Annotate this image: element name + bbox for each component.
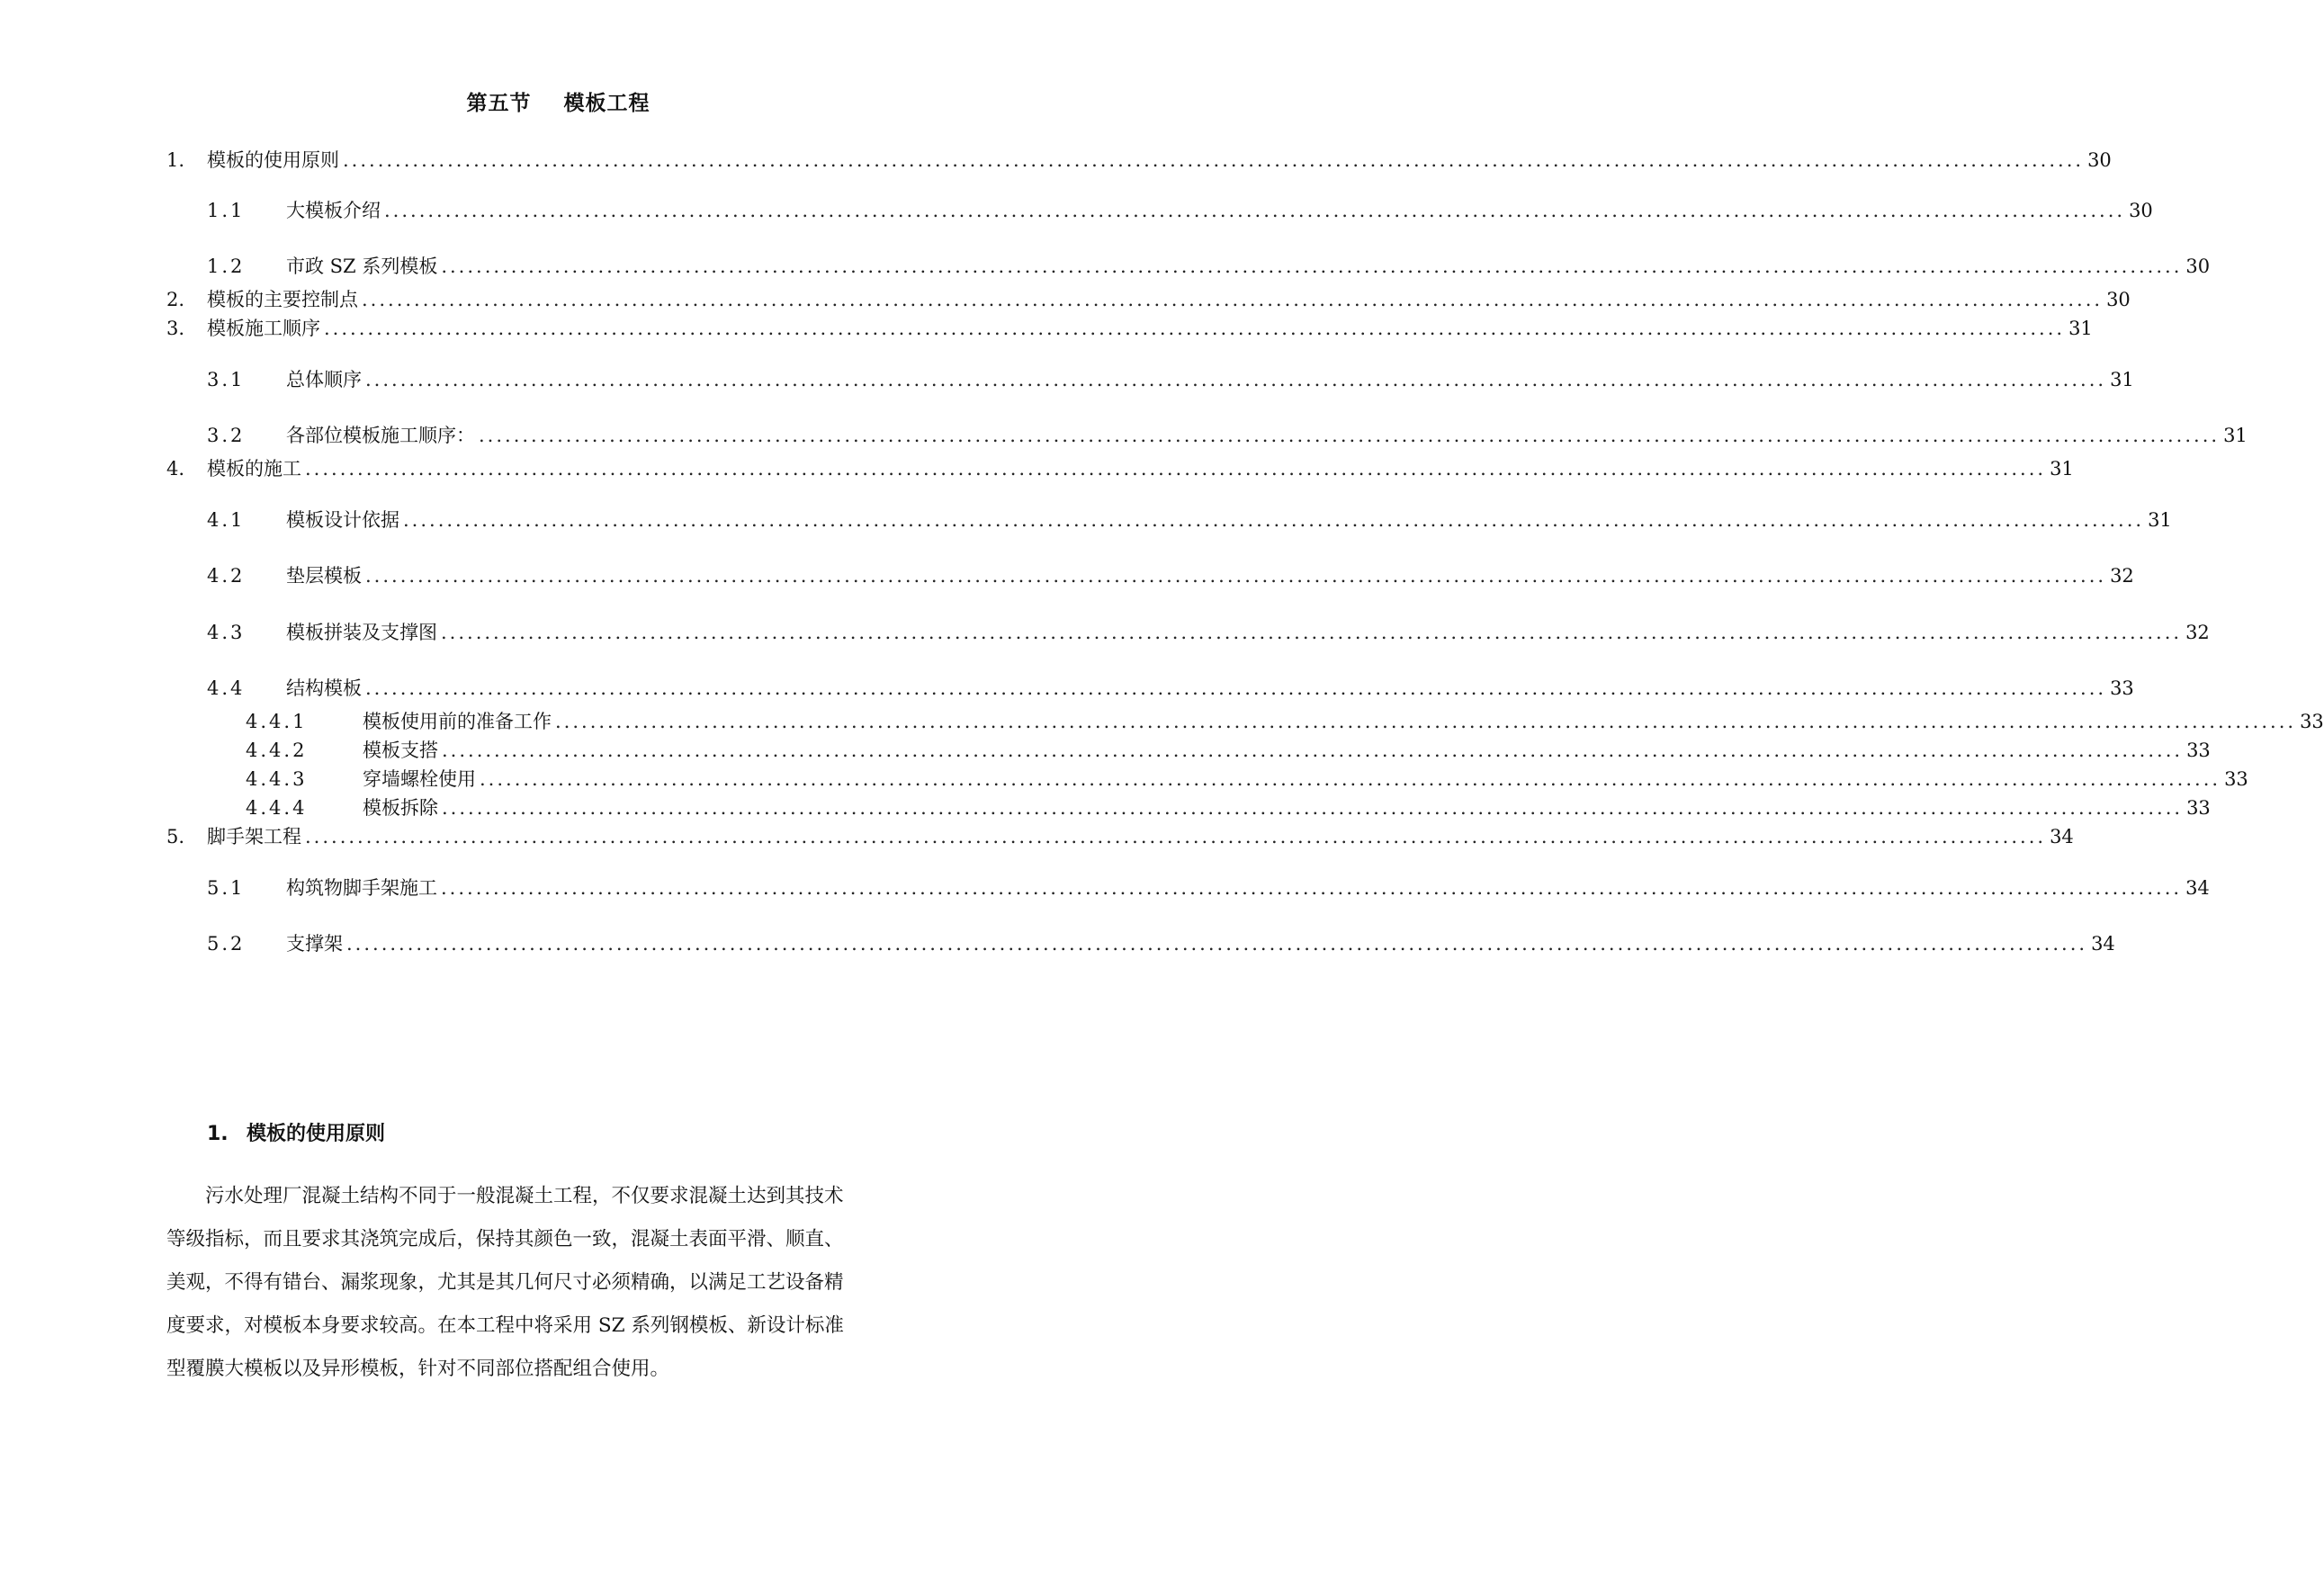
toc-entry[interactable]: [207, 620, 2210, 645]
toc-entry-number: 4.4.4: [246, 797, 308, 819]
toc-entry-page: 32: [2110, 565, 2134, 587]
toc-entry-label: 脚手架工程: [207, 826, 301, 847]
paragraph-line: 型覆膜大模板以及异形模板，针对不同部位搭配组合使用。: [166, 1358, 670, 1380]
toc-entry[interactable]: [246, 709, 2324, 734]
toc-entry-label: 模板支搭: [363, 740, 438, 761]
paragraph-line: 污水处理厂混凝土结构不同于一般混凝土工程，不仅要求混凝土达到其技术: [166, 1185, 844, 1207]
toc-entry-page: 31: [2110, 369, 2134, 390]
section-heading-number: 1.: [207, 1123, 229, 1145]
toc-entry[interactable]: [166, 824, 2074, 849]
toc-dot-leader: ........................................................................................................................................................................................................: [305, 458, 2047, 480]
toc-entry[interactable]: [207, 676, 2134, 701]
toc-entry-label: 模板使用前的准备工作: [363, 711, 552, 732]
toc-entry[interactable]: [207, 563, 2134, 588]
toc-entry-page: 34: [2091, 933, 2115, 955]
toc-entry-label: 模板的施工: [207, 458, 301, 480]
toc-entry-label: 大模板介绍: [286, 200, 381, 221]
section-heading: [207, 1118, 385, 1146]
toc-entry-page: 33: [2300, 711, 2324, 732]
toc-entry[interactable]: [166, 287, 2131, 312]
section-heading-title: 模板的使用原则: [247, 1123, 386, 1145]
toc-entry-number: 4.4: [207, 677, 246, 699]
paragraph-line: 美观，不得有错台、漏浆现象，尤其是其几何尺寸必须精确，以满足工艺设备精: [166, 1271, 844, 1294]
toc-entry-number: 4.2: [207, 565, 246, 587]
paragraph-line: 度要求，对模板本身要求较高。在本工程中将采用 SZ 系列钢模板、新设计标准: [166, 1314, 844, 1337]
toc-dot-leader: ........................................................................................................................................................................................................: [343, 149, 2085, 171]
page-title: 第五节 模板工程: [466, 92, 651, 115]
toc-entry-page: 30: [2129, 200, 2153, 221]
toc-entry-label: 模板的主要控制点: [207, 289, 358, 310]
toc-entry-page: 33: [2110, 677, 2134, 699]
toc-dot-leader: ........................................................................................................................................................................................................: [441, 877, 2183, 899]
toc-entry-number: 1.: [166, 149, 185, 171]
toc-dot-leader: ........................................................................................................................................................................................................: [305, 826, 2047, 847]
toc-entry-label: 穿墙螺栓使用: [363, 768, 476, 790]
toc-entry[interactable]: [207, 254, 2211, 279]
toc-dot-leader: ........................................................................................................................................................................................................: [442, 797, 2184, 819]
toc-entry-number: 4.1: [207, 509, 246, 531]
toc-dot-leader: ........................................................................................................................................................................................................: [365, 677, 2107, 699]
toc-entry-page: 30: [2087, 149, 2112, 171]
toc-entry-label: 模板设计依据: [286, 509, 399, 531]
toc-dot-leader: ........................................................................................................................................................................................................: [324, 318, 2066, 339]
toc-entry-page: 31: [2050, 458, 2074, 480]
toc-entry-page: 31: [2148, 509, 2172, 531]
toc-dot-leader: ........................................................................................................................................................................................................: [384, 200, 2126, 221]
toc-entry-page: 31: [2068, 318, 2093, 339]
toc-entry[interactable]: [207, 931, 2115, 956]
toc-dot-leader: ........................................................................................................................................................................................................: [365, 565, 2107, 587]
toc-entry-page: 34: [2050, 826, 2074, 847]
toc-entry-label: 构筑物脚手架施工: [286, 877, 437, 899]
body-paragraph: [166, 1175, 949, 1391]
toc-entry-label: 模板的使用原则: [207, 149, 339, 171]
toc-entry-number: 4.3: [207, 622, 246, 643]
toc-entry-label: 总体顺序: [286, 369, 362, 390]
toc-entry-label: 模板施工顺序: [207, 318, 320, 339]
toc-dot-leader: ........................................................................................................................................................................................................: [365, 369, 2107, 390]
toc-entry-page: 30: [2106, 289, 2131, 310]
toc-entry[interactable]: [207, 423, 2248, 448]
toc-dot-leader: ........................................................................................................................................................................................................: [555, 711, 2297, 732]
toc-entry[interactable]: [166, 316, 2093, 341]
toc-entry-page: 30: [2185, 256, 2211, 277]
toc-entry-number: 5.: [166, 826, 185, 847]
toc-entry-label: 模板拼装及支撑图: [286, 622, 437, 643]
toc-entry-page: 32: [2185, 622, 2210, 643]
paragraph-line: 等级指标，而且要求其浇筑完成后，保持其颜色一致，混凝土表面平滑、顺直、: [166, 1228, 844, 1251]
toc-dot-leader: ........................................................................................................................................................................................................: [441, 256, 2183, 277]
toc-dot-leader: ........................................................................................................................................................................................................: [480, 768, 2221, 790]
toc-entry-label: 市政 SZ 系列模板: [286, 256, 438, 277]
toc-entry[interactable]: [207, 367, 2134, 392]
toc-entry-page: 31: [2223, 425, 2248, 446]
toc-entry[interactable]: [246, 795, 2211, 820]
toc-dot-leader: ........................................................................................................................................................................................................: [362, 289, 2104, 310]
toc-dot-leader: ........................................................................................................................................................................................................: [403, 509, 2145, 531]
toc-entry-number: 4.: [166, 458, 185, 480]
toc-entry-number: 4.4.1: [246, 711, 308, 732]
toc-entry-label: 支撑架: [286, 933, 343, 955]
toc-entry-label: 模板拆除: [363, 797, 438, 819]
toc-entry[interactable]: [207, 507, 2172, 533]
toc-entry-label: 各部位模板施工顺序：: [286, 425, 475, 446]
toc-dot-leader: ........................................................................................................................................................................................................: [441, 622, 2183, 643]
toc-entry-page: 33: [2224, 768, 2248, 790]
toc-entry-number: 3.1: [207, 369, 246, 390]
toc-entry-number: 5.1: [207, 877, 246, 899]
toc-dot-leader: ........................................................................................................................................................................................................: [346, 933, 2088, 955]
toc-entry[interactable]: [166, 148, 2112, 173]
toc-entry[interactable]: [246, 767, 2248, 792]
toc-entry-page: 34: [2185, 877, 2210, 899]
toc-entry-page: 33: [2186, 740, 2211, 761]
toc-dot-leader: ........................................................................................................................................................................................................: [442, 740, 2184, 761]
toc-entry-number: 3.2: [207, 425, 246, 446]
toc-entry-label: 垫层模板: [286, 565, 362, 587]
toc-dot-leader: ........................................................................................................................................................................................................: [479, 425, 2221, 446]
toc-entry-number: 1.2: [207, 256, 246, 277]
toc-entry[interactable]: [246, 738, 2211, 763]
toc-entry-number: 1.1: [207, 200, 246, 221]
toc-entry-number: 4.4.3: [246, 768, 308, 790]
toc-entry-number: 3.: [166, 318, 185, 339]
toc-entry-number: 5.2: [207, 933, 246, 955]
toc-entry-page: 33: [2186, 797, 2211, 819]
toc-entry-number: 2.: [166, 289, 185, 310]
toc-entry[interactable]: [166, 456, 2074, 481]
toc-entry-label: 结构模板: [286, 677, 362, 699]
toc-entry-number: 4.4.2: [246, 740, 308, 761]
toc-entry[interactable]: [207, 198, 2153, 223]
toc-entry[interactable]: [207, 875, 2210, 901]
